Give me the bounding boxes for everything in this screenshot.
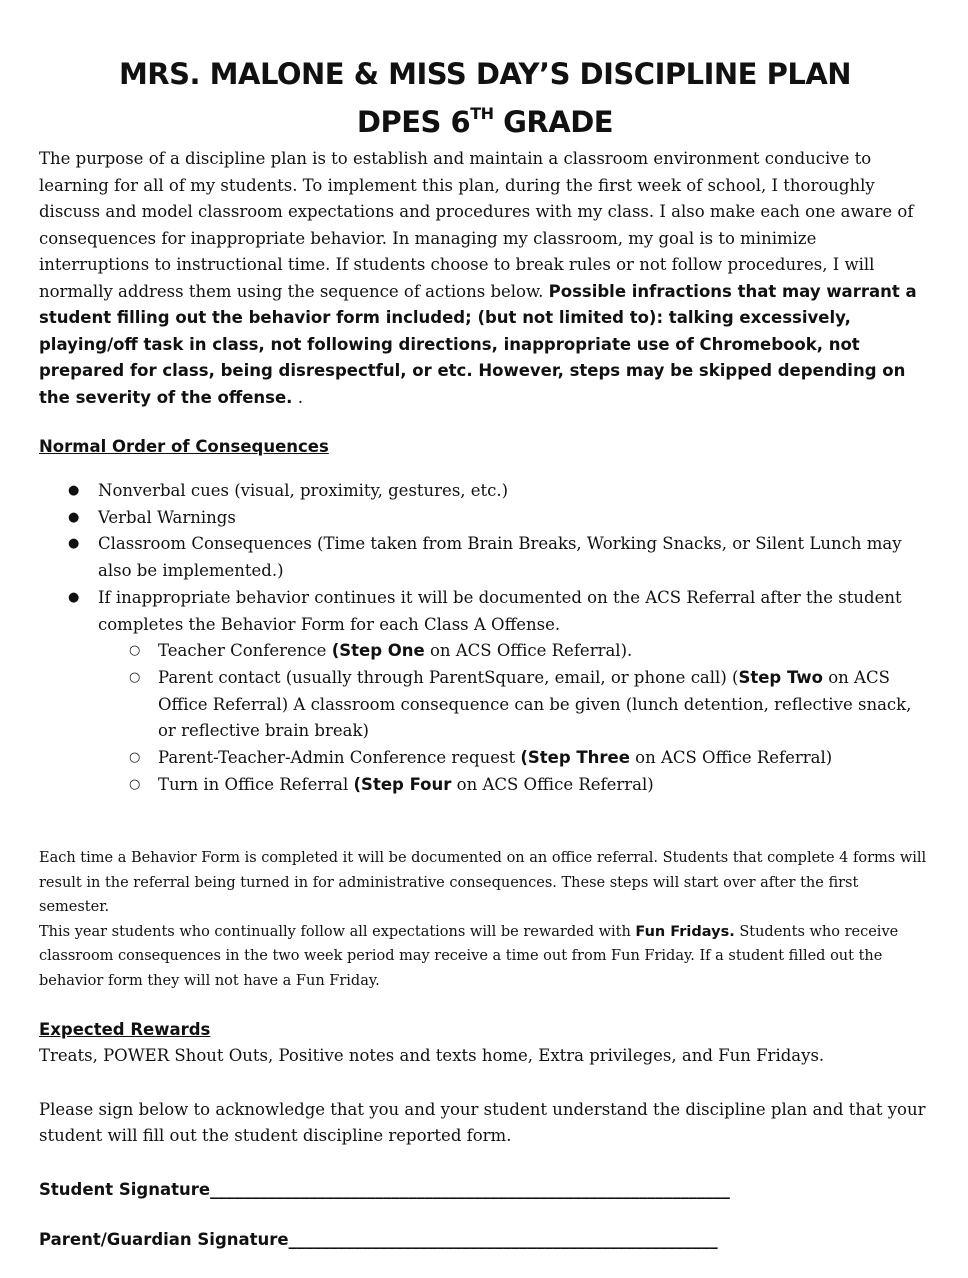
intro-paragraph <box>39 146 931 411</box>
document-title <box>39 50 931 146</box>
acknowledge-paragraph: Please sign below to acknowledge that you and your student understand the discipline plan and that your student will fill out the student discipline reported form. <box>39 1099 926 1146</box>
title-line-2 <box>39 98 931 146</box>
student-signature-line[interactable]: Student Signature_______________________________________________________________ <box>39 1179 730 1199</box>
rewards-text: Treats, POWER Shout Outs, Positive notes and texts home, Extra privileges, and Fun Fridays. <box>39 1046 825 1066</box>
list-item: ● Verbal Warnings <box>98 505 931 532</box>
title-grade-suffix: TH <box>470 104 494 123</box>
intro-infractions: Possible infractions that may warrant a student filling out the behavior form included; (but not limited to): talking excessively, playing/off task in class, not following directions, inappropriate use of Chromebook, not prepared for class, being disrespectful, or etc. However, steps may be skipped depending on the severity of the offense. <box>39 281 917 407</box>
parent-signature-line[interactable]: Parent/Guardian Signature____________________________________________________ <box>39 1229 718 1249</box>
title-grade-number: DPES 6 <box>356 105 471 139</box>
document-page <box>39 50 931 1253</box>
rewards-heading: Expected Rewards <box>39 1020 211 1040</box>
intro-text: The purpose of a discipline plan is to establish and maintain a classroom environment conducive to learning for all of my students. To implement this plan, during the first week of school, I thoroughly discuss and model classroom expectations and procedures with my class. I also make each one aware of consequences for inappropriate behavior. In managing my classroom, my goal is to minimize interruptions to instructional time. If students choose to break rules or not follow procedures, I will normally address them using the sequence of actions below. <box>39 149 914 301</box>
step-item: ○ Parent-Teacher-Admin Conference request (Step Three on ACS Office Referral) <box>158 745 931 772</box>
list-item-text: If inappropriate behavior continues it will be documented on the ACS Referral after the student completes the Behavior Form for each Class A Offense. <box>98 587 902 634</box>
title-grade-word: GRADE <box>493 105 614 139</box>
list-item <box>98 585 931 799</box>
consequences-list <box>39 478 931 798</box>
intro-tail: . <box>292 387 303 407</box>
step-item: ○ Parent contact (usually through ParentSquare, email, or phone call) (Step Two on ACS Office Referral) A classroom consequence can be given (lunch detention, reflective snack, or reflective brain break) <box>158 665 931 745</box>
step-item: ○ Turn in Office Referral (Step Four on ACS Office Referral) <box>158 772 931 799</box>
steps-list <box>98 638 931 798</box>
fun-friday-paragraph: This year students who continually follow all expectations will be rewarded with Fun Fridays. Students who receive classroom consequences in the two week period may receive a time out from Fun Friday. If a student filled out the behavior form they will not have a Fun Friday. <box>39 923 899 989</box>
title-line-1: MRS. MALONE & MISS DAY’S DISCIPLINE PLAN <box>118 57 852 91</box>
consequences-heading: Normal Order of Consequences <box>39 437 329 456</box>
list-item: ● Classroom Consequences (Time taken from Brain Breaks, Working Snacks, or Silent Lunch may also be implemented.) <box>98 531 931 584</box>
referral-paragraph: Each time a Behavior Form is completed it will be documented on an office referral. Students that complete 4 forms will result in the referral being turned in for administrative consequences. These steps will start over after the first semester. <box>39 850 927 916</box>
list-item: ● Nonverbal cues (visual, proximity, gestures, etc.) <box>98 478 931 505</box>
step-item: ○ Teacher Conference (Step One on ACS Office Referral). <box>158 638 931 665</box>
